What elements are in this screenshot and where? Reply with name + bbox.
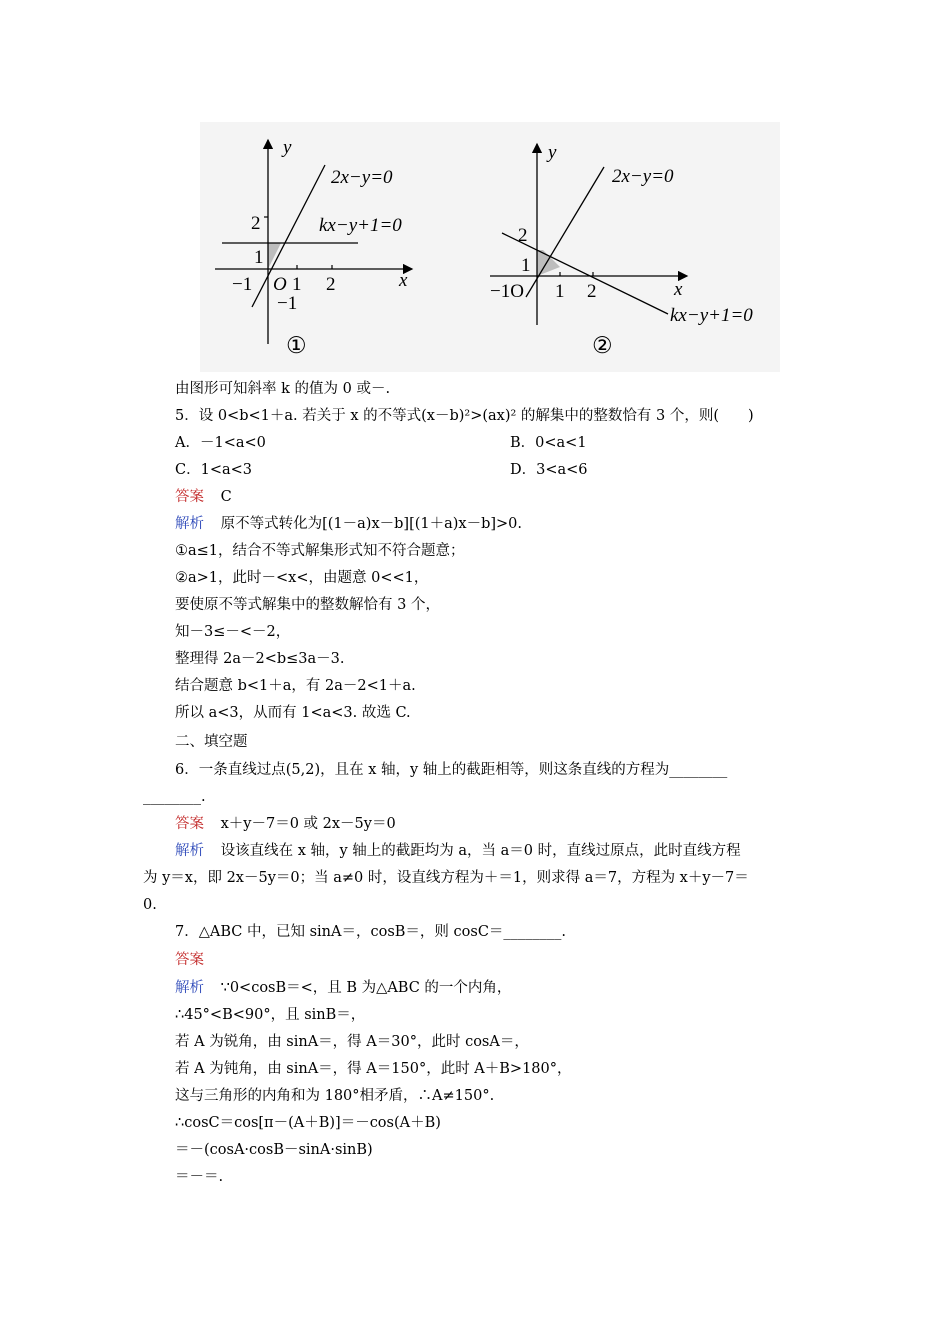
q6-answer: x＋y－7＝0 或 2x－5y＝0	[220, 816, 396, 832]
q6-solution-1: 设该直线在 x 轴，y 轴上的截距均为 a，当 a＝0 时，直线过原点，此时直线方程	[220, 843, 741, 859]
fig1-line-2x-y	[252, 165, 325, 307]
q5-stem: 5．设 0<b<1＋a. 若关于 x 的不等式(x－b)²>(ax)² 的解集中的整数恰有 3 个，则( )	[175, 408, 754, 424]
fig1-x-tick-1: 1	[292, 274, 302, 295]
q7-solution-2: ∴45°<B<90°，且 sinB＝，	[175, 1007, 366, 1023]
fig2-tick-1: 1	[521, 255, 531, 276]
q7-solution-6: ∴cosC＝cos[π－(A＋B)]＝－cos(A＋B)	[175, 1115, 441, 1131]
q6-stem-cont: ________.	[143, 789, 206, 805]
fig1-tick-neg1: −1	[232, 274, 253, 295]
q6-answer-row	[175, 814, 396, 834]
fig1-tick-1: 1	[254, 247, 264, 268]
solution-label: 解析	[175, 843, 204, 859]
graph-figure	[200, 122, 780, 372]
fig2-line2-label: kx−y+1=0	[670, 305, 753, 326]
q6-solution-row	[175, 841, 741, 861]
figure-1	[215, 137, 412, 358]
fig2-tick-2: 2	[518, 225, 528, 246]
fig1-origin: O	[273, 274, 287, 295]
solution-label: 解析	[175, 980, 204, 996]
solution-label: 解析	[175, 516, 204, 532]
q6-solution-2: 为 y＝x，即 2x－5y＝0；当 a≠0 时，设直线方程为＋＝1，则求得 a＝7，方程为 x＋y－7＝	[143, 870, 749, 886]
q7-solution-1: ∵0<cosB＝<，且 B 为△ABC 的一个内角，	[220, 980, 512, 996]
q5-solution-5: 知－3≤－<－2，	[175, 624, 291, 640]
q7-solution-row	[175, 978, 511, 998]
q7-answer-row	[175, 950, 204, 970]
fig2-x-tick-1: 1	[555, 281, 565, 302]
fig2-y-label: y	[548, 142, 557, 163]
fig1-line2-label: kx−y+1=0	[319, 215, 402, 236]
q5-solution-1: 原不等式转化为[(1－a)x－b][(1＋a)x－b]>0.	[220, 516, 523, 532]
slope-conclusion: 由图形可知斜率 k 的值为 0 或－.	[175, 381, 391, 397]
q6-solution-3: 0.	[143, 897, 157, 913]
fig1-caption: ①	[286, 333, 307, 358]
q5-solution-8: 所以 a<3，从而有 1<a<3. 故选 C.	[175, 705, 411, 721]
fig2-x-label: x	[674, 279, 683, 300]
q5-solution-6: 整理得 2a－2<b≤3a－3.	[175, 651, 345, 667]
q7-solution-3: 若 A 为锐角，由 sinA＝，得 A＝30°，此时 cosA＝，	[175, 1034, 529, 1050]
section-heading-fill-in: 二、填空题	[175, 734, 248, 750]
q5-solution-row	[175, 514, 522, 534]
fig1-line1-label: 2x−y=0	[331, 167, 393, 188]
answer-label: 答案	[175, 816, 204, 832]
fig2-tick-neg1-origin: −1O	[490, 281, 524, 302]
q5-option-a: A．－1<a<0	[175, 435, 266, 451]
q5-solution-4: 要使原不等式解集中的整数解恰有 3 个，	[175, 597, 440, 613]
q5-solution-3: ②a>1，此时－<x<，由题意 0<<1，	[175, 570, 429, 586]
q7-solution-4: 若 A 为钝角，由 sinA＝，得 A＝150°，此时 A＋B>180°，	[175, 1061, 572, 1077]
q5-solution-2: ①a≤1，结合不等式解集形式知不符合题意；	[175, 543, 465, 559]
q7-stem: 7．△ABC 中，已知 sinA＝，cosB＝，则 cosC＝________.	[175, 924, 567, 940]
fig1-y-label: y	[283, 137, 292, 158]
answer-label: 答案	[175, 489, 204, 505]
fig2-x-tick-2: 2	[587, 281, 597, 302]
q6-stem: 6．一条直线过点(5,2)，且在 x 轴，y 轴上的截距相等，则这条直线的方程为________	[175, 762, 728, 778]
fig1-y-tick-neg1: −1	[277, 293, 298, 314]
graph-svg	[200, 122, 780, 372]
fig1-tick-2: 2	[251, 213, 261, 234]
fig2-line1-label: 2x−y=0	[612, 166, 674, 187]
q5-option-d: D．3<a<6	[510, 462, 588, 478]
figure-2	[490, 142, 753, 358]
q5-option-b: B．0<a<1	[510, 435, 587, 451]
fig2-caption: ②	[592, 333, 613, 358]
q7-solution-8: ＝－＝.	[175, 1169, 224, 1185]
fig1-shaded-region	[268, 243, 281, 269]
q5-answer-row	[175, 487, 232, 507]
answer-label: 答案	[175, 952, 204, 968]
q7-solution-7: ＝－(cosA·cosB－sinA·sinB)	[175, 1142, 373, 1158]
q5-answer: C	[220, 489, 232, 505]
q5-solution-7: 结合题意 b<1＋a，有 2a－2<1＋a.	[175, 678, 416, 694]
fig1-x-tick-2: 2	[326, 274, 336, 295]
fig1-x-label: x	[399, 270, 408, 291]
q5-option-c: C．1<a<3	[175, 462, 252, 478]
q7-solution-5: 这与三角形的内角和为 180°相矛盾，∴A≠150°.	[175, 1088, 495, 1104]
